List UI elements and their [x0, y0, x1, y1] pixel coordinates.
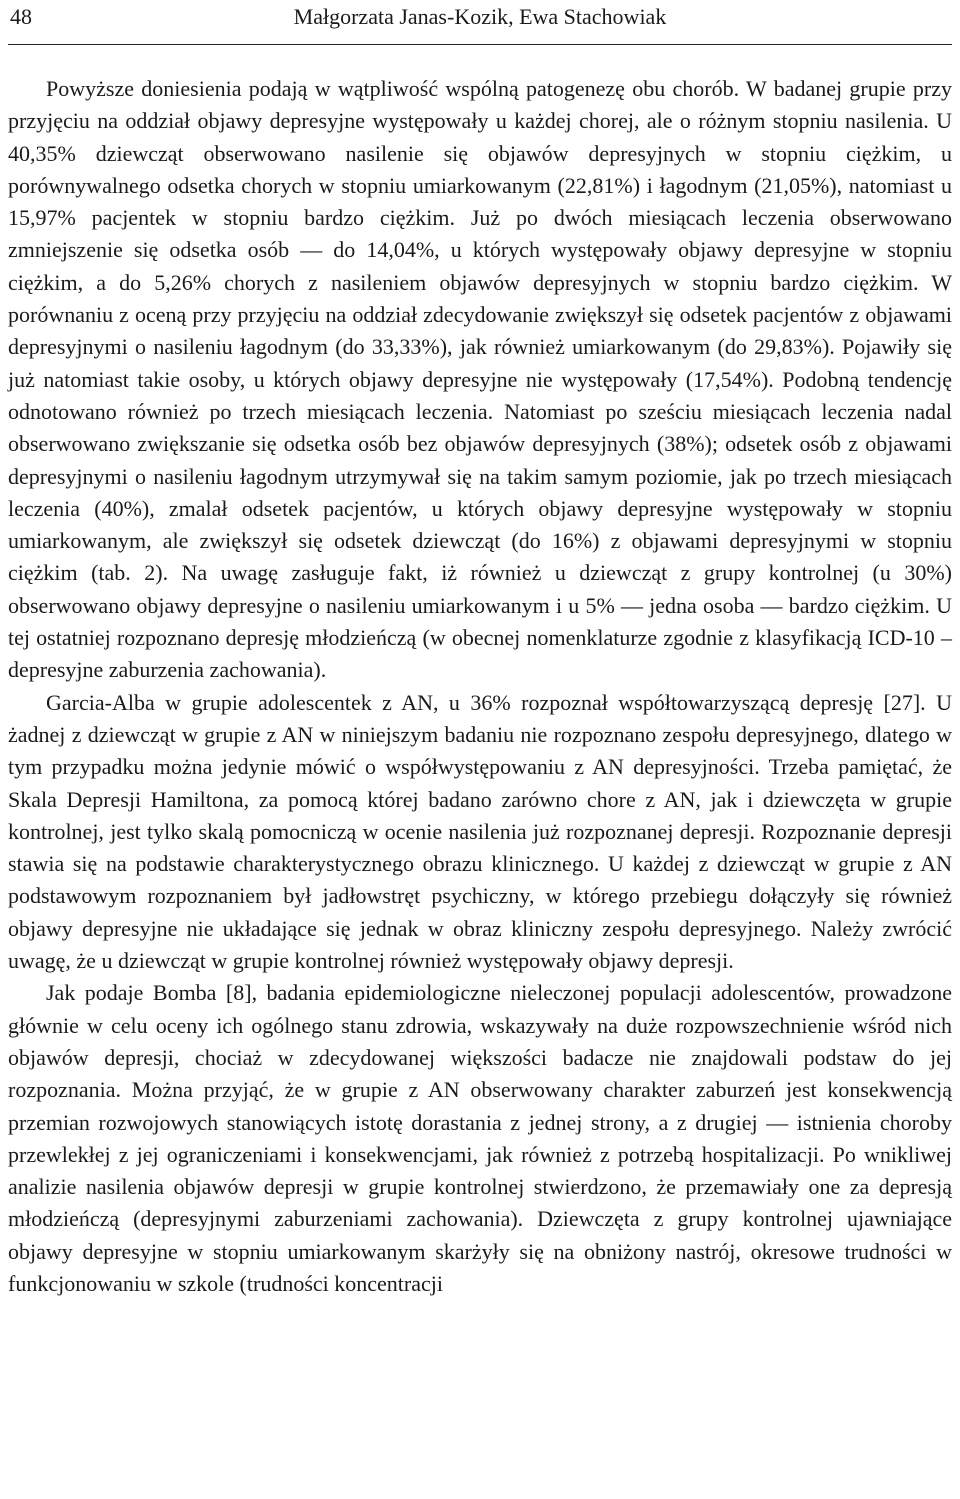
running-title: Małgorzata Janas-Kozik, Ewa Stachowiak [293, 4, 667, 29]
article-body [8, 73, 952, 1300]
page-number: 48 [10, 4, 32, 29]
page-header [8, 0, 952, 45]
paragraph: Jak podaje Bomba [8], badania epidemiologiczne nieleczonej populacji adolescentów, prowadzone głównie w celu oceny ich ogólnego stanu zdrowia, wskazywały na duże rozpowszechnienie wśród nich objawów depresji, chociaż w zdecydowanej większości badacze nie znajdowali podstaw do jej rozpoznania. Można przyjąć, że w grupie z AN obserwowany charakter zaburzeń jest konsekwencją przemian rozwojowych stanowiących istotę dorastania z jednej strony, a z drugiej — istnienia choroby przewlekłej z jej ograniczeniami i konsekwencjami, jak również z potrzebą hospitalizacji. Po wnikliwej analizie nasilenia objawów depresji w grupie kontrolnej stwierdzono, że przemawiały one za depresją młodzieńczą (depresyjnymi zaburzeniami zachowania). Dziewczęta z grupy kontrolnej ujawniające objawy depresyjne w stopniu umiarkowanym skarżyły się na obniżony nastrój, okresowe trudności w funkcjonowaniu w szkole (trudności koncentracji [8, 980, 952, 1296]
paragraph: Garcia-Alba w grupie adolescentek z AN, u 36% rozpoznał współtowarzyszącą depresję [27]. U żadnej z dziewcząt w grupie z AN w niniejszym badaniu nie rozpoznano zespołu depresyjnego, dlatego w tym przypadku można jedynie mówić o współwystępowaniu z AN depresyjności. Trzeba pamiętać, że Skala Depresji Hamiltona, za pomocą której badano zarówno chore z AN, jak i dziewczęta w grupie kontrolnej, jest tylko skalą pomocniczą w ocenie nasilenia już rozpoznanej depresji. Rozpoznanie depresji stawia się na podstawie charakterystycznego obrazu klinicznego. U każdej z dziewcząt w grupie z AN podstawowym rozpoznaniem był jadłowstręt psychiczny, w którego przebiegu dołączyły się również objawy depresyjne nie układające się jednak w obraz kliniczny zespołu depresyjnego. Należy zwrócić uwagę, że u dziewcząt w grupie kontrolnej również występowały objawy depresji. [8, 689, 952, 974]
paragraph: Powyższe doniesienia podają w wątpliwość wspólną patogenezę obu chorób. W badanej grupie przy przyjęciu na oddział objawy depresyjne występowały u każdej chorej, ale o różnym stopniu nasilenia. U 40,35% dziewcząt obserwowano nasilenie się objawów depresyjnych w stopniu ciężkim, u porównywalnego odsetka chorych w stopniu umiarkowanym (22,81%) i łagodnym (21,05%), natomiast u 15,97% pacjentek w stopniu bardzo ciężkim. Już po dwóch miesiącach leczenia obserwowano zmniejszenie się odsetka osób — do 14,04%, u których występowały objawy depresyjne w stopniu ciężkim, a do 5,26% chorych z nasileniem objawów depresyjnych w stopniu bardzo ciężkim. W porównaniu z oceną przy przyjęciu na oddział zdecydowanie zwiększył się odsetek pacjentów z objawami depresyjnymi o nasileniu łagodnym (do 33,33%), jak również umiarkowanym (do 29,83%). Pojawiły się już natomiast takie osoby, u których objawy depresyjne nie występowały (17,54%). Podobną tendencję odnotowano również po trzech miesiącach leczenia. Natomiast po sześciu miesiącach leczenia nadal obserwowano zwiększanie się odsetka osób bez objawów depresyjnych (38%); odsetek osób z objawami depresyjnymi o nasileniu łagodnym utrzymywał się na takim samym poziomie, jak po trzech miesiącach leczenia (40%), zmalał odsetek pacjentów, u których objawy depresyjne występowały w stopniu umiarkowanym, ale zwiększył się odsetek dziewcząt (do 16%) z objawami depresyjnymi w stopniu ciężkim (tab. 2). Na uwagę zasługuje fakt, iż również u dziewcząt z grupy kontrolnej (u 30%) obserwowano objawy depresyjne o nasileniu umiarkowanym i u 5% — jedna osoba — bardzo ciężkim. U tej ostatniej rozpoznano depresję młodzieńczą (w obecnej nomenklaturze zgodnie z klasyfikacją ICD-10 – depresyjne zaburzenia zachowania). [8, 76, 952, 683]
